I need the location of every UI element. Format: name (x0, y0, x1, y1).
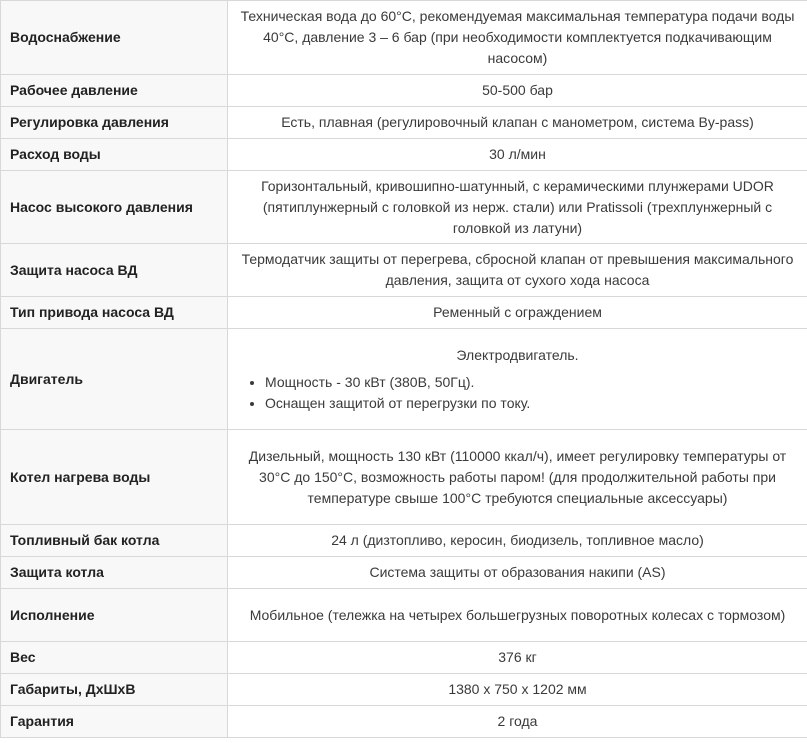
spec-value: 30 л/мин (228, 139, 807, 171)
table-row (1, 430, 807, 525)
table-row (1, 244, 807, 297)
motor-type: Электродвигатель. (456, 346, 579, 363)
spec-value: Есть, плавная (регулировочный клапан с манометром, система By-pass) (228, 107, 807, 139)
spec-name: Габариты, ДхШхВ (1, 674, 228, 706)
spec-value: Ременный с ограждением (228, 297, 807, 329)
list-item: • Оснащен защитой от перегрузки по току. (265, 393, 799, 414)
table-row (1, 642, 807, 674)
table-row (1, 171, 807, 244)
table-row (1, 525, 807, 557)
spec-name: Двигатель (1, 329, 228, 430)
spec-value: 376 кг (228, 642, 807, 674)
table-row (1, 139, 807, 171)
spec-value: Мобильное (тележка на четырех большегрузных поворотных колесах с тормозом) (228, 589, 807, 642)
spec-name: Топливный бак котла (1, 525, 228, 557)
table-row (1, 706, 807, 738)
spec-name: Котел нагрева воды (1, 430, 228, 525)
spec-value (228, 329, 807, 430)
spec-name: Водоснабжение (1, 1, 228, 75)
table-row (1, 674, 807, 706)
spec-name: Защита насоса ВД (1, 244, 228, 297)
table-row (1, 589, 807, 642)
spec-value: Техническая вода до 60°С, рекомендуемая максимальная температура подачи воды 40°С, давление 3 – 6 бар (при необходимости комплектуется подкачивающим насосом) (228, 1, 807, 75)
spec-value: 24 л (дизтопливо, керосин, биодизель, топливное масло) (228, 525, 807, 557)
spec-name: Исполнение (1, 589, 228, 642)
list-item: • Мощность - 30 кВт (380В, 50Гц). (265, 372, 799, 393)
spec-value: 50-500 бар (228, 75, 807, 107)
spec-name: Расход воды (1, 139, 228, 171)
spec-value: Система защиты от образования накипи (AS) (228, 557, 807, 589)
motor-details-list (236, 372, 799, 414)
table-row (1, 557, 807, 589)
spec-name: Защита котла (1, 557, 228, 589)
spec-name: Рабочее давление (1, 75, 228, 107)
table-row (1, 107, 807, 139)
spec-name: Насос высокого давления (1, 171, 228, 244)
table-row (1, 297, 807, 329)
spec-name: Вес (1, 642, 228, 674)
spec-value: 1380 х 750 х 1202 мм (228, 674, 807, 706)
spec-value: Термодатчик защиты от перегрева, сбросной клапан от превышения максимального давления, защита от сухого хода насоса (228, 244, 807, 297)
spec-value: 2 года (228, 706, 807, 738)
spec-name: Регулировка давления (1, 107, 228, 139)
spec-name: Гарантия (1, 706, 228, 738)
table-row (1, 75, 807, 107)
spec-value: Горизонтальный, кривошипно-шатунный, с керамическими плунжерами UDOR (пятиплунжерный с головкой из нерж. стали) или Pratissoli (трехплунжерный с головкой из латуни) (228, 171, 807, 244)
spec-value: Дизельный, мощность 130 кВт (110000 ккал/ч), имеет регулировку температуры от 30°С до 150°С, возможность работы паром! (для продолжительной работы при температуре свыше 100°С требуются специальные аксессуары) (228, 430, 807, 525)
spec-name: Тип привода насоса ВД (1, 297, 228, 329)
table-row (1, 329, 807, 430)
table-row (1, 1, 807, 75)
